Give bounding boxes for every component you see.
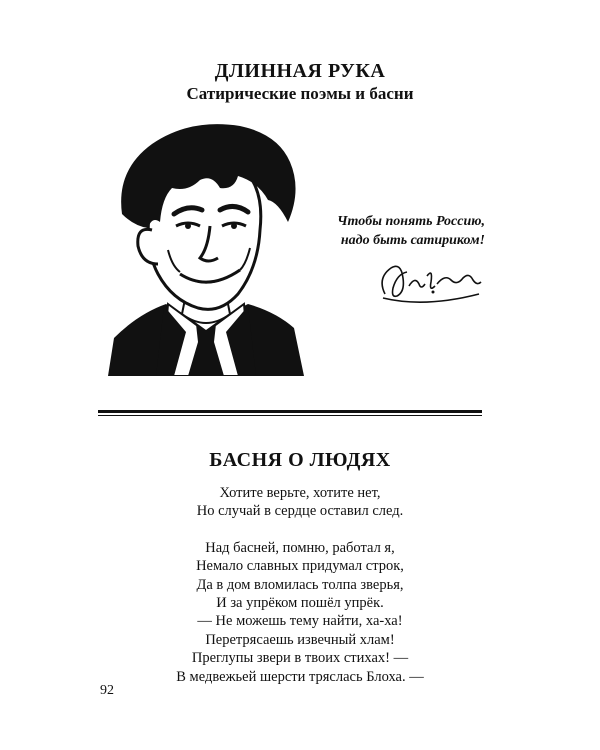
poem-line: Преглупы звери в твоих стихах! — [191, 650, 409, 667]
poem-line: Да в дом вломилась толпа зверья, [196, 576, 404, 593]
section-divider [98, 410, 482, 416]
quote-line: Чтобы понять Россию, [337, 214, 485, 229]
poem-stanza [0, 539, 600, 686]
book-title: ДЛИННАЯ РУКА [214, 60, 386, 82]
poem-line: И за упрёком пошёл упрёк. [216, 595, 384, 612]
poem-line: — Не можешь тему найти, ха-ха! [197, 613, 403, 630]
page-number: 92 [100, 683, 114, 698]
poem-line: Перетрясаешь извечный хлам! [205, 631, 395, 648]
poem-line: Хотите верьте, хотите нет, [219, 485, 381, 501]
poem-body [0, 484, 600, 686]
poem-title: БАСНЯ О ЛЮДЯХ [209, 449, 391, 471]
book-subtitle: Сатирические поэмы и басни [186, 84, 414, 103]
poem-line: Немало славных придумал строк, [196, 558, 404, 575]
poem-stanza [0, 484, 600, 521]
poem-line: Но случай в сердце оставил след. [196, 503, 404, 520]
poem-line: В медвежьей шерсти тряслась Блоха. — [176, 668, 424, 685]
quote-line: надо быть сатириком! [340, 233, 485, 248]
author-signature-icon [375, 258, 485, 306]
caricature-portrait-icon [108, 118, 304, 376]
epigraph-quote [300, 212, 485, 250]
poem-line: Над басней, помню, работал я, [205, 539, 395, 556]
